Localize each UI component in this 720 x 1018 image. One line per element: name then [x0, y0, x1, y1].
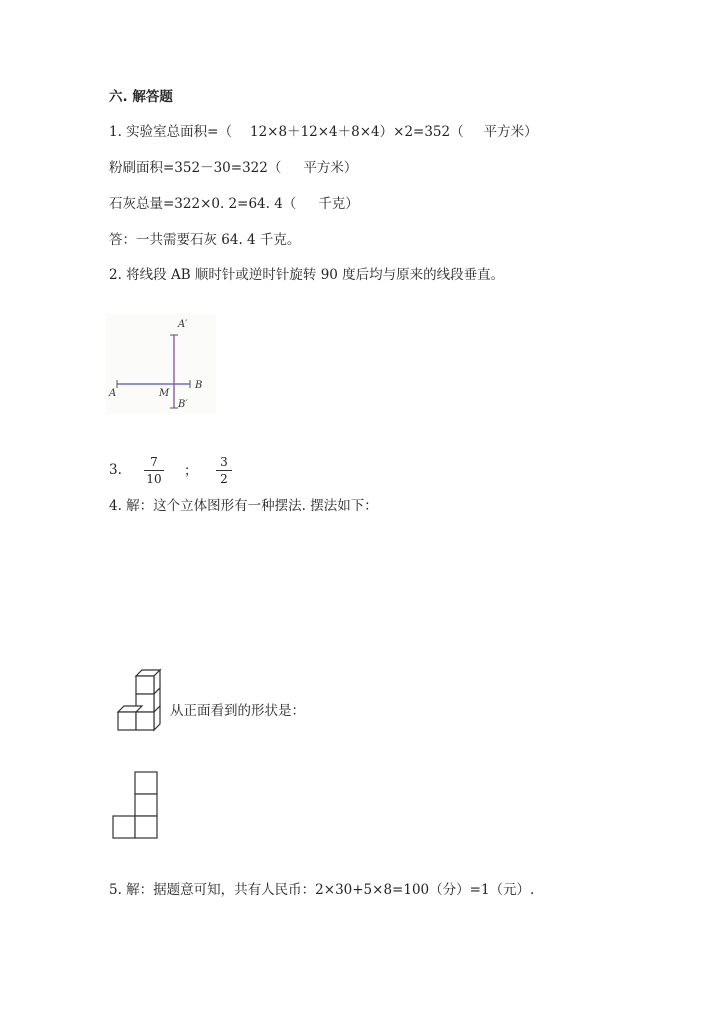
fraction-3-2	[216, 455, 232, 486]
q2-text: 2. 将线段 AB 顺时针或逆时针旋转 90 度后均与原来的线段垂直。	[109, 267, 505, 283]
label-a-prime: A′	[178, 319, 188, 330]
q1-line-2	[109, 159, 357, 177]
front-view-square-top	[135, 772, 157, 794]
q1-line-1-start: 1. 实验室总面积=（	[109, 124, 232, 140]
fraction-7-10	[144, 455, 164, 486]
front-view-label: 从正面看到的形状是：	[170, 703, 305, 719]
q1-line-2-expression: 粉刷面积=352－30=322（	[109, 160, 282, 176]
label-a: A	[109, 388, 117, 399]
cube-front-face-4	[136, 712, 154, 730]
q3-label: 3.	[109, 462, 122, 478]
fraction-2-denominator: 2	[220, 472, 228, 486]
q1-answer: 答：一共需要石灰 64. 4 千克。	[109, 232, 301, 248]
fraction-2-numerator: 3	[220, 455, 228, 469]
q1-line-1	[109, 123, 538, 141]
q1-line-3-unit: 千克）	[318, 196, 359, 212]
fraction-2-bar	[216, 470, 232, 471]
q3-separator: ；	[184, 463, 198, 479]
q1-line-3-expression: 石灰总量=322×0. 2=64. 4（	[109, 196, 297, 212]
rotation-figure	[106, 314, 216, 414]
front-view-square-bottom-left	[113, 816, 135, 838]
front-view-square-bottom-right	[135, 816, 157, 838]
q1-line-2-unit: 平方米）	[303, 160, 358, 176]
q1-line-3	[109, 195, 359, 213]
cube-front-face-1	[136, 676, 154, 694]
cube-stack-figure	[110, 668, 170, 736]
section-title: 六. 解答题	[109, 89, 173, 105]
cube-front-face-3	[118, 712, 136, 730]
q1-line-1-expression: 12×8＋12×4＋8×4）×2=352（	[249, 124, 464, 140]
front-view-figure	[110, 770, 160, 840]
q4-text: 4. 解：这个立体图形有一种摆法. 摆法如下：	[109, 498, 378, 514]
label-b: B	[195, 380, 203, 391]
figure-background	[106, 314, 216, 414]
label-b-prime: B′	[178, 399, 188, 410]
fraction-1-numerator: 7	[150, 455, 158, 469]
q5-text: 5. 解：据题意可知，共有人民币：2×30+5×8=100（分）=1（元）.	[109, 882, 535, 898]
q1-line-1-unit: 平方米）	[483, 124, 538, 140]
fraction-1-bar	[144, 470, 164, 471]
fraction-1-denominator: 10	[146, 472, 162, 486]
front-view-square-middle	[135, 794, 157, 816]
label-m: M	[159, 388, 170, 399]
